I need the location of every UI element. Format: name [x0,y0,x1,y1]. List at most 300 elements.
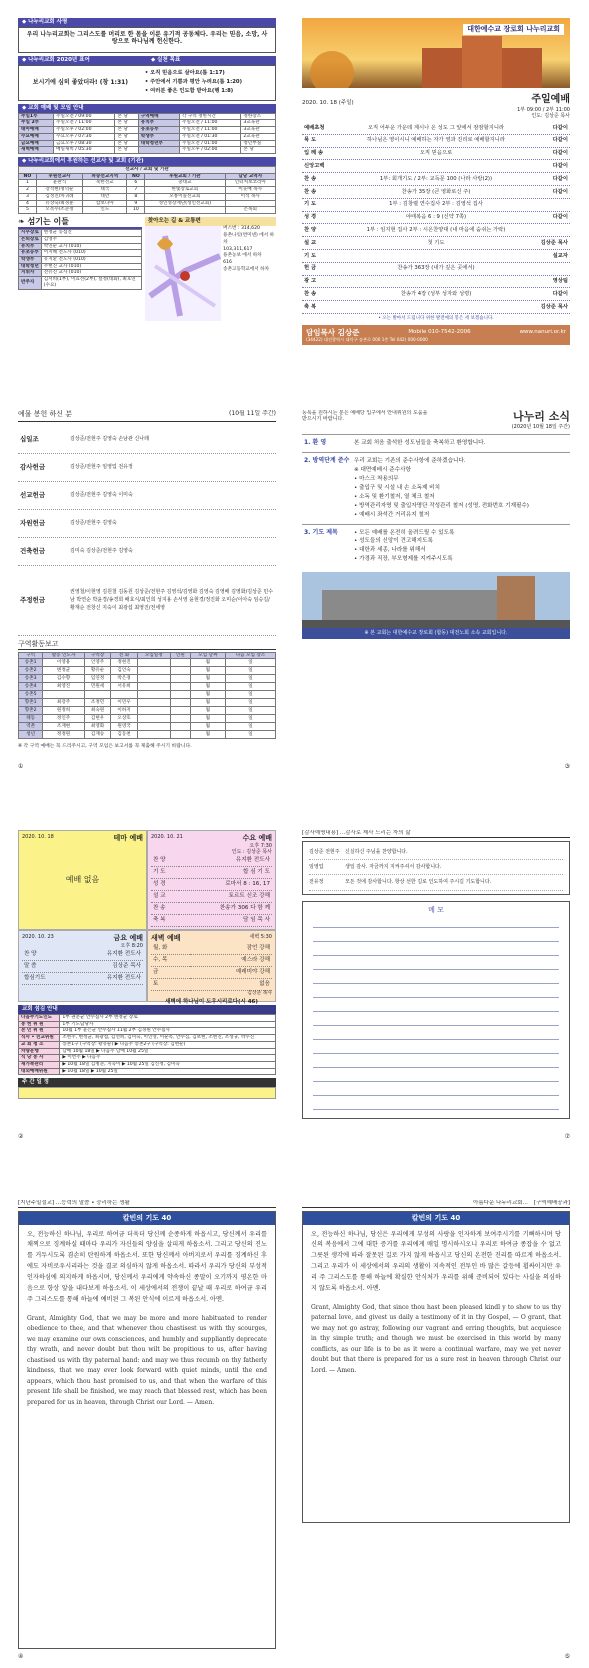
worship-cell: 대학청년부 [138,140,179,147]
order-label: 찬 송 [151,903,179,915]
order-label: 찬 양 [22,949,71,960]
order-row [151,867,272,879]
duty-row [19,1014,276,1021]
worship-cell: 주일 2부 [19,120,54,127]
missions-cell: 성인성장재단(성인선교회) [145,200,225,207]
order-value: 찬송가 306 다 함 께 [179,903,272,915]
thanks-text: 생일 감사. 자금까지 지켜주셔서 감사합니다. [345,864,442,871]
offering-category: 건축헌금 [20,547,46,556]
missions-header-cell: NO [127,173,145,180]
offering-item [18,482,276,510]
missions-table [18,166,276,214]
worship-cell [138,147,179,154]
order-label: 성 경 [304,214,317,221]
group-cell [84,691,111,699]
order-content: 1부 : 임지현 집사 2부 : 시온찬양대 (내 마음에 숨쉬는 가락) [366,226,506,233]
duty-label: 대외예배위원 [19,1068,60,1075]
order-content [342,163,530,170]
worship-cell: 본 당 [115,133,138,140]
order-person: 영상팀 [552,278,568,285]
order-row [22,972,143,984]
dawn-order [151,943,272,991]
missions-cell: 북한선교 [83,180,127,187]
memo-line [313,928,559,942]
group-cell [170,659,190,667]
staff-name: 이지혜 전도사 (010) [41,250,141,257]
practice-item: • 주안에서 기쁨과 평안 누려요(롬 1:20) [144,78,243,85]
thanks-text: 신실하신 주님을 찬양합니다. [345,848,408,855]
group-header [19,652,276,659]
worship-cell: 주일1부 [19,113,54,120]
duty-row [19,1035,276,1042]
worship-cell: 본 당 [115,113,138,120]
order-person: 다같이 [552,137,568,144]
staff-name: 전유진 교사 (010) [41,270,141,277]
staff-row [19,263,142,270]
missions-header-cell: 담당 교역자 [225,173,276,180]
worship-cell: 구역예배 [138,113,179,120]
duty-value: 송촌1구 (구역장: 황유순) ▶ 다음주 송촌2구 (구역장: 김현순) [60,1041,276,1048]
bus-info: 103,311,617 [223,246,253,252]
vision-heading: ◆ 나누리교회 사명 [18,18,276,27]
order-value: 예레미야 강해 [190,966,272,978]
group-report-heading: 구역활동보고 [18,640,276,650]
fri-heading: 금요 예배 [113,934,143,942]
group-cell: 정현진 [111,659,138,667]
memo-line [313,970,559,984]
group-cell [137,667,170,675]
thanks-item [309,860,563,875]
worship-cell: 학생부 [138,133,179,140]
group-cell: 월 [190,707,225,715]
group-cell: 향촌1 [19,699,43,707]
duty-label: 새가족관리 [19,1062,60,1069]
order-label: 축 복 [304,303,317,310]
offering-list [18,426,276,636]
group-cell: 김재승 [84,731,111,739]
prayer-right-korean: 오, 전능하신 하나님, 당신은 우리에게 부성의 사랑을 인자하게 보여주시기를 기뻐하시며 당신의 복음에서 그에 대한 증거를 우리에게 매일 명시하시오니 우리로 하여금 종잡을 수 없고 그릇된 생각에 따라 잘못된 길로 가지 않게 하옵시고 당신의 온전한 진리를 따르게 하옵소서. 그리고 우리가 이 세상에서의 우리의 생활이 지속적인 전투인 바 많은 갈등에 휩싸이지만 우리 주 그리스도를 통해 하늘에 확실한 안식처가 우리를 위해 준비되어 있다는 사실을 의심하지 않도록 하옵소서. 아멘. [311,1230,561,1292]
group-cell [137,659,170,667]
staff-name: 변정균 동섭진 [41,230,141,237]
news-item [302,524,570,569]
worship-cell: 주일오전 / 01:30 [180,133,241,140]
missions-header [19,173,276,180]
thanks-name: 김상준 전현주 [309,848,340,855]
map-heading: 찾아오는 길 & 교통편 [145,217,276,226]
missions-cell: 2 [19,187,37,194]
order-label: 월, 화 [151,943,190,954]
group-row [19,731,276,739]
page-2-left [18,410,276,772]
thanks-item [309,845,563,860]
worship-cell: 주일오전 / 09:00 [54,113,115,120]
order-person: 다같이 [552,162,568,169]
worship-cell: 유치부 [138,120,179,127]
bus-info: 용촌농보 에서 하차 [223,253,262,259]
order-item [302,276,570,289]
vision-box [18,27,276,53]
memo-line [313,1054,559,1068]
page-number: ② [18,1132,24,1140]
wed-time: 오후 7:30 [249,842,272,849]
order-value: 유지환 전도사 [179,855,272,866]
worship-cell: 각 구역 정한시간 [180,113,241,120]
missions-header-cell: 파송선교지역 [83,173,127,180]
order-label: 신앙고백 [304,162,325,169]
address: (34422) 대전광역시 대덕구 송촌로 000 1층 Tel 042) 000-0000 [306,336,428,342]
group-row [19,667,276,675]
staff-name: 박연순 교사 (010) [41,243,141,250]
missions-cell: 충대교 [145,180,225,187]
staff-row [19,256,142,263]
missions-cell: 7 [127,187,145,194]
group-cell: 최영진 [43,683,84,691]
group-cell: 일 [225,723,275,731]
worship-cell: 정한장소 [241,113,276,120]
staff-role: 유초등부 [19,250,42,257]
duty-value: 조현주, 변정균, 최광섭, 김선희, 김미숙, 이인영, 이순복, 안수심, 김보현, 조현진, 조성규, 박수진 [60,1035,276,1042]
staff-row [19,250,142,257]
missions-row [19,207,276,214]
offering-item [18,426,276,454]
order-value: 로마서 8 : 16, 17 [179,879,272,891]
bus-info: 버스번 : 314,620 [223,225,260,231]
group-cell: 김동천 [111,731,138,739]
group-cell: 월 [190,675,225,683]
theme-body: 예배 없음 [65,874,100,884]
missions-cell: 10 [127,207,145,214]
news-text: 우리 교회는 기존의 준수사항에 준하겠습니다. ※ 대면예배시 준수사항 • 마스크 착용의무 • 출입구 및 시설 내 손 소독제 비치 • 소독 및 환기철저, 열 체크 철저 • 방역관리자명 및 출입자명단 작성관리 철저 (성명, 전화번호 기재필수) • 예배시 좌석간 거리유지 철저 [354,457,529,518]
missions-cell: 한빛장로교회 [145,187,225,194]
order-row [151,954,272,966]
duty-value: 남예 10월 18일 ▶ 다음주 남예 10월 25일 [60,1048,276,1055]
missions-cell: 9 [127,200,145,207]
bus-info: 송촌고등학교에서 하차 [223,267,270,273]
practice-item: • 여러분 좋은 인도함 받아요(행 1:8) [144,87,234,94]
order-row [151,943,272,954]
memo-line [313,1082,559,1096]
order-value: 예스라 강해 [190,954,272,966]
worship-cell: 매일새벽 / 05:30 [54,147,115,154]
notice-line: • 오는 발마서 드립니다 위한 발전예의 봉은 세 보겠습니다. [378,315,494,321]
thanks-text: 모든 것에 감사합니다. 항상 선한 길로 인도하여 주시길 기도합니다. [345,879,492,886]
group-cell: 민원세 [84,683,111,691]
group-cell [137,699,170,707]
page-1-right [302,18,570,373]
order-value: 유지환 전도사 [71,972,143,984]
order-item [302,186,570,199]
prayer-right-title: 칼빈의 기도 40 [303,1212,569,1225]
order-value: 합 심 기 도 [179,867,272,879]
worship-cell: 본 당 [115,127,138,134]
order-row [151,966,272,978]
group-cell: 월 [190,691,225,699]
worship-row [19,113,276,120]
staff-name: 김서희(1부), 이효선(2부), 설정(대화), 최호연(수요) [41,277,141,289]
memo-box [302,901,570,1119]
order-item [302,122,570,135]
wed-worship-box [147,830,276,930]
order-content: 야태복음 6 : 9 (신약 7쪽) [405,214,467,221]
group-header-cell: 다음 모임 장소 [225,652,275,659]
wed-date: 2020. 10. 21 [151,834,183,840]
duty-label: 식 당 봉 사 [19,1055,60,1062]
news-text: • 모든 예배를 온전히 올려드릴 수 있도록 • 성도들의 신앙이 견고해지도록 • 대한과 세종, 나라를 위해서 • 가경과 직장, 부모형제를 지켜주시도록 [354,529,455,563]
staff-row [19,270,142,277]
group-cell [137,723,170,731]
missions-subhead [19,166,276,173]
missions-cell: 윤판식 [36,180,82,187]
order-item [302,173,570,186]
order-item [302,199,570,212]
duty-row [19,1048,276,1055]
order-content: 찬송가 363장 (내가 깊은 곳에서) [397,265,475,272]
wed-heading: 수요 예배 [242,834,272,842]
missions-cell: 4 [19,200,37,207]
missions-cell: 인터처보코리아 [225,180,276,187]
group-cell [170,707,190,715]
memo-line [313,1026,559,1040]
group-cell [170,699,190,707]
group-cell: 조재현 [43,723,84,731]
worship-row [19,127,276,134]
order-label: 금 [151,966,190,978]
duty-label: 교 회 청 소 [19,1041,60,1048]
bus-info: 616 [223,260,232,266]
group-cell: 일 [225,659,275,667]
order-value: 없음 [190,978,272,990]
group-cell [111,691,138,699]
staff-table [18,229,142,290]
group-header-cell: 전 화 [111,652,138,659]
group-cell: 최영화 [84,723,111,731]
duty-row [19,1021,276,1028]
group-cell: 원정희 [43,707,84,715]
prayer-left-korean: 오, 전능하신 하나님, 우리로 하여금 더욱더 당신께 순종하게 하옵시고, 당신께서 우리를 채찍으로 징계하실 때마다 우리가 자신들의 양심을 살피게 하옵소서. 그리고 당신의 진노를 거두시도록 겸손히 탄원하게 하옵소서. 또한 당신께서 아버지로서 우리를 징계하신 후에도 자비로우시리라는 것을 결코 의심하지 않게 하옵소서. 따라서 우리가 당신의 부성적 인자하심에 의지하게 하옵시며, 당신께서 우리에게 약속하신 종말이 오기까지 평온한 마음으로 항상 앞을 내다보게 하옵소서. 이 세상에서의 전쟁이 끝날 때 우리로 하여금 우리 주 그리스도를 통해 하늘에 예비된 그 복된 안식에 이르게 하옵소서. 아멘. [27,1230,267,1303]
worship-row [19,120,276,127]
order-content: 첫 기도 [427,239,445,246]
offering-names: 김상준/전현주 임영업 전유정 [70,464,133,471]
group-row [19,683,276,691]
worship-cell: 수요예배 [19,133,54,140]
duty-row [19,1055,276,1062]
service-times: 1부 09:00 / 2부 11:00 [517,106,570,113]
group-cell [43,691,84,699]
missions-row [19,200,276,207]
dawn-time: 새벽 5:30 [249,934,272,940]
news-label: 3. 기도 제목 [304,528,338,536]
staff-row [19,277,142,289]
order-label: 입 례 송 [304,150,324,157]
group-cell: 김수향 [43,675,84,683]
prayer-left-title: 칼빈의 기도 40 [19,1212,275,1225]
group-row [19,659,276,667]
missions-cell: 이웃배 목사 [225,187,276,194]
group-cell: 황유순 [84,667,111,675]
group-cell: 태동 [19,715,43,723]
group-cell: 김인숙 [111,667,138,675]
order-label: 설 교 [151,891,179,903]
order-person: 다같이 [552,188,568,195]
missions-subhead-cell: 선교사 / 교회 및 기관 [19,166,276,173]
duty-label: 다음주기도인도 [19,1014,60,1021]
missions-cell: 유상숙/최경훈 [36,200,82,207]
offering-title: 예물 봉헌 하신 분 [18,410,73,418]
worship-cell: 청년부실 [241,140,276,147]
service-leader: 인도: 김상준 목사 [531,112,570,119]
group-cell: 인영주 [84,659,111,667]
order-row [151,855,272,866]
duty-value: 10월 1부 윤은균 안수집사 11월 2부 김경원 안수집사 [60,1028,276,1035]
page-2-right [302,410,570,772]
group-cell: 향촌2 [19,707,43,715]
prayer-right-box [302,1211,570,1523]
theme-worship-box [18,830,147,930]
worship-cell: 주일오전 / 11:00 [54,120,115,127]
duty-value: ▶ 10월 18일 김병준, 지숙이 ▶ 10월 25일 김신정, 김미숙 [60,1062,276,1069]
order-person: 다같이 [552,150,568,157]
missions-header-cell: 후원교회 / 기관 [145,173,225,180]
fri-worship-box [18,930,147,1002]
group-cell [170,723,190,731]
missions-header-cell: 후원선교사 [36,173,82,180]
page-4-right [302,1200,570,1660]
missions-cell: 온목회 [225,207,276,214]
memo-line [313,914,559,928]
order-person [530,227,568,234]
memo-lines [313,914,559,1110]
wed-order [151,855,272,927]
order-person: 다같이 [552,214,568,221]
order-item [302,135,570,148]
group-cell: 박은경 [111,675,138,683]
news-week: (2020년 10월 18일 주간) [511,423,570,430]
duty-value: 1부 권문균 안수집사 2부 변정균 장로 [60,1014,276,1021]
worship-cell: 주일오후 / 02:00 [180,147,241,154]
website: www.nanuri.or.kr [519,328,566,335]
order-person [530,201,568,208]
duty-label: 식사 • 친교위원 [19,1035,60,1042]
duty-label: 차량운행 [19,1048,60,1055]
order-value: 잠언 강해 [190,943,272,954]
order-value: 유지환 전도사 [71,949,143,960]
staff-name: 주현진 교사 (010) [41,263,141,270]
offering-item [18,538,276,566]
worship-cell: 주일오후 / 02:00 [54,127,115,134]
missions-cell: 3 [19,193,37,200]
group-row [19,699,276,707]
offering-names: 김미숙 김상준/전현주 김영숙 [70,548,133,555]
page-3-left [18,830,276,1140]
staff-role: 학생부 [19,256,42,263]
order-content [342,304,530,311]
missions-cell: 캄보디아 [83,200,127,207]
order-label: 축 복 [151,915,179,927]
dawn-worship-box [147,930,276,1005]
memo-line [313,1096,559,1110]
group-cell: 월 [190,683,225,691]
missions-cell: 1 [19,180,37,187]
group-cell: 정정원 [43,731,84,739]
group-cell: 임연정 [84,675,111,683]
worship-cell: 금요예배 [19,140,54,147]
group-cell: 송촌1 [19,659,43,667]
group-header-cell: 인원 [170,652,190,659]
group-cell [170,683,190,691]
group-cell: 월 [190,731,225,739]
group-cell: 일 [225,683,275,691]
group-cell: 최강주 [43,699,84,707]
prayer-left-english: Grant, Almighty God, that we may be more and more habituated to render obedience to thee, and that whenever thou chastisest us with thy scourges, we may examine our own consciences, and humbly and suppliantly deprecate thy wrath, and never doubt but thou wilt be propitious to us, after having chastised us with thy paternal hand: and may we thus recumb on thy fatherly kindness, that we may ever look forward with quiet minds, until the end appears, which thou hast promised to us, and that when the warfare of this present life shall be finished, we may reach that blessed rest, which has been prepared for us in heaven, through Christ our Lord. — Amen. [27,1314,267,1406]
order-row [151,879,272,891]
order-item [302,250,570,263]
worship-cell: 3교육관 [241,127,276,134]
sermon-kicker: [지난주일설교] ...능력의 말씀 • 승리하는 생활 [18,1200,276,1208]
missions-cell: 인도 [83,207,127,214]
offering-names: 김상준/전현주 김영숙 손남관 신나래 [70,436,149,443]
group-cell: 송촌4 [19,683,43,691]
order-person [530,265,568,272]
group-cell: 일 [225,731,275,739]
duty-value: ▶ 10월 18일 ▶ 10월 25일 [60,1068,276,1075]
worship-cell: 2교육관 [241,133,276,140]
offering-item [18,510,276,538]
group-cell: 이하지 [111,707,138,715]
memo-line [313,956,559,970]
order-row [151,891,272,903]
staff-name: 김영주 [41,236,141,243]
group-cell: 청년 [19,731,43,739]
group-row [19,715,276,723]
worship-row [19,140,276,147]
group-row [19,723,276,731]
group-cell: 정인주 [43,715,84,723]
worship-cell: 본 당 [115,140,138,147]
staff-role: 은퇴장로 [19,236,42,243]
order-label: 찬 송 [304,188,317,195]
theme-date: 2020. 10. 18 [22,834,54,840]
order-item [302,212,570,225]
staff-heading: ❧ 섬기는 이들 [18,217,142,229]
offering-names: 김상준/전현주 김영숙 이미숙 [70,492,133,499]
lesson-kicker: [구역예배공과] [533,1200,570,1206]
vision-text: 우리 나누리교회는 그리스도를 머리로 한 몸을 이룬 유기적 공동체다. 우리는 믿음, 소망, 사랑으로 하나님께 헌신한다. [26,30,268,46]
order-row [151,978,272,990]
order-content [342,278,530,285]
missions-header-cell: NO [19,173,37,180]
worship-cell: 수요오후 / 07:30 [54,133,115,140]
worship-cell: 새벽예배 [19,147,54,154]
staff-role: 지휘자 [19,270,42,277]
memo-line [313,998,559,1012]
order-label: 예배초청 [304,124,325,131]
group-cell [170,715,190,723]
group-cell: 일 [225,675,275,683]
thanks-item [309,875,563,890]
bulletin-date: 2020. 10. 18 (주일) [302,99,354,106]
practice-item: • 오직 믿음으로 살아요(롬 1:17) [144,69,225,76]
church-exterior-photo [302,572,570,628]
page-4-left [18,1200,276,1660]
footer-banner [302,325,570,346]
order-item [302,288,570,301]
duty-row [19,1041,276,1048]
order-content: 1부: 회개기도 / 2부: 교독문 100 (나라 사랑(2)) [379,175,493,182]
dawn-verse: 새벽에 하나님이 도우시리로다(시 46) [165,998,258,1005]
missions-heading: ◆ 나누리교회에서 후원하는 선교사 및 교회 (기관) [18,157,276,166]
duty-heading: 교회 섬김 안내 [18,1005,276,1014]
group-cell: 이민우 [111,699,138,707]
